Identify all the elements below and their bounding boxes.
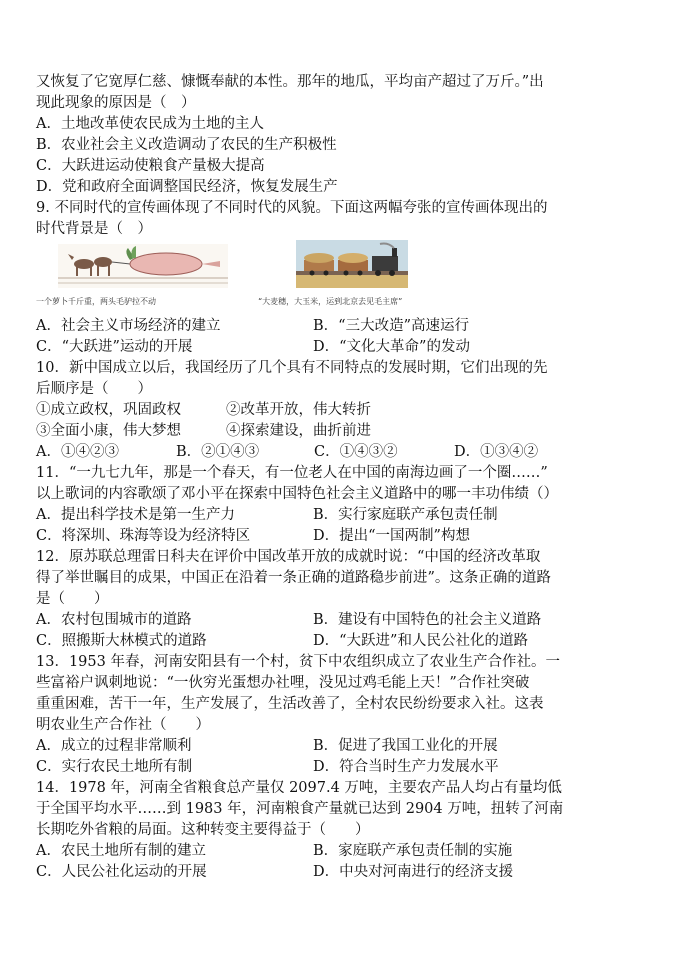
q11-option-d[interactable]: D．提出“一国两制”构想 xyxy=(313,528,470,544)
q10-option-d[interactable]: D．①③④② xyxy=(454,444,539,460)
q10-items-row xyxy=(36,400,656,421)
q12-option-d[interactable]: D．“大跃进”和人民公社化的道路 xyxy=(313,633,528,649)
q13-stem-line: 明农业生产合作社（ ） xyxy=(36,717,210,733)
q11-option-b[interactable]: B．实行家庭联产承包责任制 xyxy=(313,507,498,523)
q10-items-row xyxy=(36,421,656,442)
q10-option-a[interactable]: A．①④②③ xyxy=(36,444,119,460)
q14-options-row xyxy=(36,841,656,862)
q8-option-c[interactable]: C．大跃进运动使粮食产量极大提高 xyxy=(36,158,265,174)
q10-item-1: ①成立政权，巩固政权 xyxy=(36,402,181,418)
q14-option-a[interactable]: A．农民土地所有制的建立 xyxy=(36,843,206,859)
q10-item-3: ③全面小康，伟大梦想 xyxy=(36,423,181,439)
q10-stem-line: 后顺序是（ ） xyxy=(36,381,152,397)
q14-stem-line: 长期吃外省粮的局面。这种转变主要得益于（ ） xyxy=(36,822,370,838)
q11-options-row xyxy=(36,505,656,526)
q12-option-c[interactable]: C．照搬斯大林模式的道路 xyxy=(36,633,207,649)
q14-stem-line: 14．1978 年，河南全省粮食总产量仅 2097.4 万吨，主要农产品人均占有量均低 xyxy=(36,780,562,796)
q9-stem-line: 时代背景是（ ） xyxy=(36,221,152,237)
q14-options-row xyxy=(36,862,656,883)
q8-option-b[interactable]: B．农业社会主义改造调动了农民的生产积极性 xyxy=(36,137,337,153)
q9-figures xyxy=(36,240,656,316)
q13-option-a[interactable]: A．成立的过程非常顺利 xyxy=(36,738,192,754)
q10-stem-line: 10．新中国成立以后，我国经历了几个具有不同特点的发展时期，它们出现的先 xyxy=(36,360,548,376)
poster-caption-left: 一个萝卜千斤重，两头毛驴拉不动 xyxy=(36,297,156,306)
poster-radish-donkeys-illustration xyxy=(58,244,228,288)
q14-option-c[interactable]: C．人民公社化运动的开展 xyxy=(36,864,207,880)
q9-options-row xyxy=(36,316,656,337)
q14-option-d[interactable]: D．中央对河南进行的经济支援 xyxy=(313,864,514,880)
q12-options-row xyxy=(36,631,656,652)
q8-stem-line: 现此现象的原因是（ ） xyxy=(36,95,196,111)
q10-option-c[interactable]: C．①④③② xyxy=(314,444,398,460)
q11-options-row xyxy=(36,526,656,547)
q9-stem-line: 9. 不同时代的宣传画体现了不同时代的风貌。下面这两幅夸张的宣传画体现出的 xyxy=(36,200,548,216)
q11-option-c[interactable]: C．将深圳、珠海等设为经济特区 xyxy=(36,528,251,544)
q8-option-d[interactable]: D．党和政府全面调整国民经济，恢复发展生产 xyxy=(36,179,338,195)
q11-stem-line: 11．“一九七九年，那是一个春天，有一位老人在中国的南海边画了一个圈……” xyxy=(36,465,548,481)
q8-option-a[interactable]: A．土地改革使农民成为土地的主人 xyxy=(36,116,264,132)
q10-options-row xyxy=(36,442,656,463)
q10-item-2: ②改革开放，伟大转折 xyxy=(226,402,371,418)
q9-option-c[interactable]: C．“大跃进”运动的开展 xyxy=(36,339,193,355)
q12-options-row xyxy=(36,610,656,631)
q9-options-row xyxy=(36,337,656,358)
q10-option-b[interactable]: B．②①④③ xyxy=(176,444,260,460)
q12-stem-line: 12．原苏联总理雷日科夫在评价中国改革开放的成就时说：“中国的经济改革取 xyxy=(36,549,541,565)
exam-page xyxy=(36,72,656,883)
q9-option-a[interactable]: A．社会主义市场经济的建立 xyxy=(36,318,221,334)
q13-options-row xyxy=(36,757,656,778)
q11-stem-line: 以上歌词的内容歌颂了邓小平在探索中国特色社会主义道路中的哪一丰功伟绩（） xyxy=(36,486,558,502)
q13-options-row xyxy=(36,736,656,757)
q13-option-c[interactable]: C．实行农民土地所有制 xyxy=(36,759,193,775)
q8-stem-line: 又恢复了它宽厚仁慈、慷慨奉献的本性。那年的地瓜，平均亩产超过了万斤。”出 xyxy=(36,74,544,90)
q12-stem-line: 是（ ） xyxy=(36,591,109,607)
q9-option-d[interactable]: D．“文化大革命”的发动 xyxy=(313,339,470,355)
q13-stem-line: 重重困难，苦干一年，生产发展了，生活改善了，全村农民纷纷要求入社。这表 xyxy=(36,696,544,712)
q12-stem-line: 得了举世瞩目的成果，中国正在沿着一条正确的道路稳步前进”。这条正确的道路 xyxy=(36,570,551,586)
q10-item-4: ④探索建设，曲折前进 xyxy=(226,423,371,439)
q13-stem-line: 些富裕户讽刺地说：“一伙穷光蛋想办社哩，没见过鸡毛能上天！”合作社突破 xyxy=(36,675,530,691)
q13-option-d[interactable]: D．符合当时生产力发展水平 xyxy=(313,759,499,775)
poster-train-harvest-illustration xyxy=(296,240,408,288)
q11-option-a[interactable]: A．提出科学技术是第一生产力 xyxy=(36,507,235,523)
q9-option-b[interactable]: B．“三大改造”高速运行 xyxy=(313,318,469,334)
poster-caption-right: “大麦穗，大玉米，运到北京去见毛主席” xyxy=(258,297,403,306)
q13-stem-line: 13．1953 年春，河南安阳县有一个村，贫下中农组织成立了农业生产合作社。一 xyxy=(36,654,560,670)
q12-option-a[interactable]: A．农村包围城市的道路 xyxy=(36,612,192,628)
q14-option-b[interactable]: B．家庭联产承包责任制的实施 xyxy=(313,843,513,859)
q14-stem-line: 于全国平均水平……到 1983 年，河南粮食产量就已达到 2904 万吨，扭转了河南 xyxy=(36,801,564,817)
q12-option-b[interactable]: B．建设有中国特色的社会主义道路 xyxy=(313,612,542,628)
q13-option-b[interactable]: B．促进了我国工业化的开展 xyxy=(313,738,498,754)
